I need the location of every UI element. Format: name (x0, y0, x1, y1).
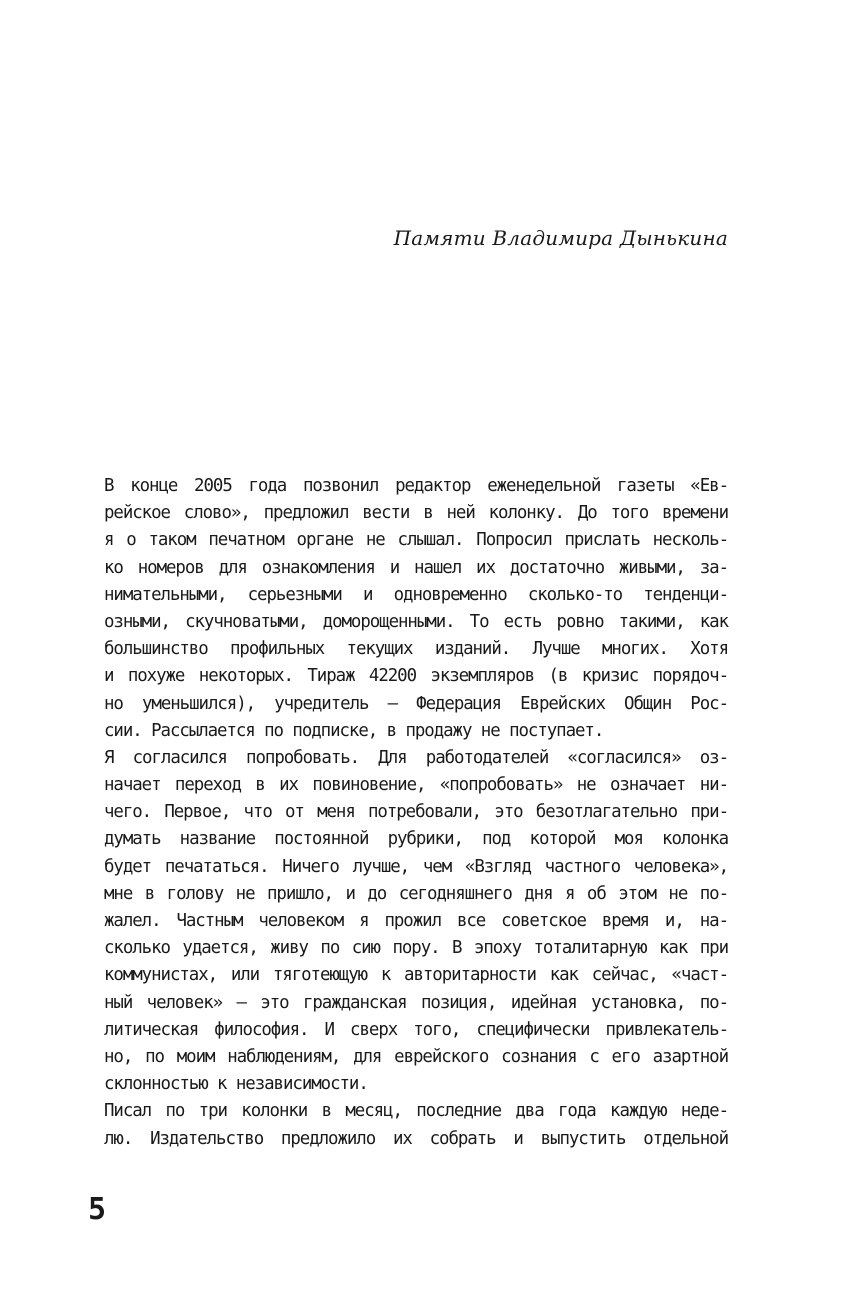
text-line: мне в голову не пришло, и до сегодняшнего дня я об этом не по- (104, 883, 728, 904)
text-line: чего. Первое, что от меня потребовали, это безотлагательно при- (104, 802, 728, 823)
text-line: жалел. Частным человеком я прожил все советское время и, на- (104, 911, 728, 931)
dedication: Памяти Владимира Дынькина (393, 226, 728, 250)
text-line: Писал по три колонки в месяц, последние два года каждую неде- (104, 1101, 728, 1122)
text-line: будет печататься. Ничего лучше, чем «Взгляд частного человека», (104, 856, 728, 877)
text-line: я о таком печатном органе не слышал. Попросил прислать несколь- (104, 530, 728, 551)
text-line: коммунистах, или тяготеющую к авторитарности как сейчас, «част- (104, 965, 728, 986)
text-line: ный человек» — это гражданская позиция, идейная установка, по- (104, 992, 728, 1013)
page-number: 5 (88, 1192, 107, 1227)
text-line: Я согласился попробовать. Для работодателей «согласился» оз- (104, 747, 728, 768)
body-text (104, 473, 728, 1153)
text-line: но, по моим наблюдениям, для еврейского сознания с его азартной (104, 1046, 728, 1067)
text-line: склонностью к независимости. (104, 1074, 368, 1095)
text-line: сии. Рассылается по подписке, в продажу не поступает. (104, 720, 604, 741)
text-line: В конце 2005 года позвонил редактор еженедельной газеты «Ев- (104, 476, 728, 496)
text-line: сколько удается, живу по сию пору. В эпоху тоталитарную как при (104, 938, 728, 959)
text-line: нимательными, серьезными и одновременно сколько-то тенденци- (104, 584, 728, 605)
text-line: но уменьшился), учредитель — Федерация Еврейских Общин Рос- (104, 693, 728, 714)
text-line: литическая философия. И сверх того, специфически привлекатель- (104, 1019, 728, 1040)
text-line: думать название постоянной рубрики, под которой моя колонка (104, 829, 728, 850)
text-line: большинство профильных текущих изданий. Лучше многих. Хотя (104, 639, 728, 660)
text-line: и похуже некоторых. Тираж 42200 экземпляров (в кризис порядоч- (104, 666, 728, 687)
text-line: лю. Издательство предложило их собрать и выпустить отдельной (104, 1128, 728, 1149)
text-line: рейское слово», предложил вести в ней колонку. До того времени (104, 503, 728, 524)
text-line: озными, скучноватыми, доморощенными. То есть ровно такими, как (104, 611, 728, 632)
text-line: начает переход в их повиновение, «попробовать» не означает ни- (104, 775, 728, 796)
text-line: ко номеров для ознакомления и нашел их достаточно живыми, за- (104, 557, 728, 578)
